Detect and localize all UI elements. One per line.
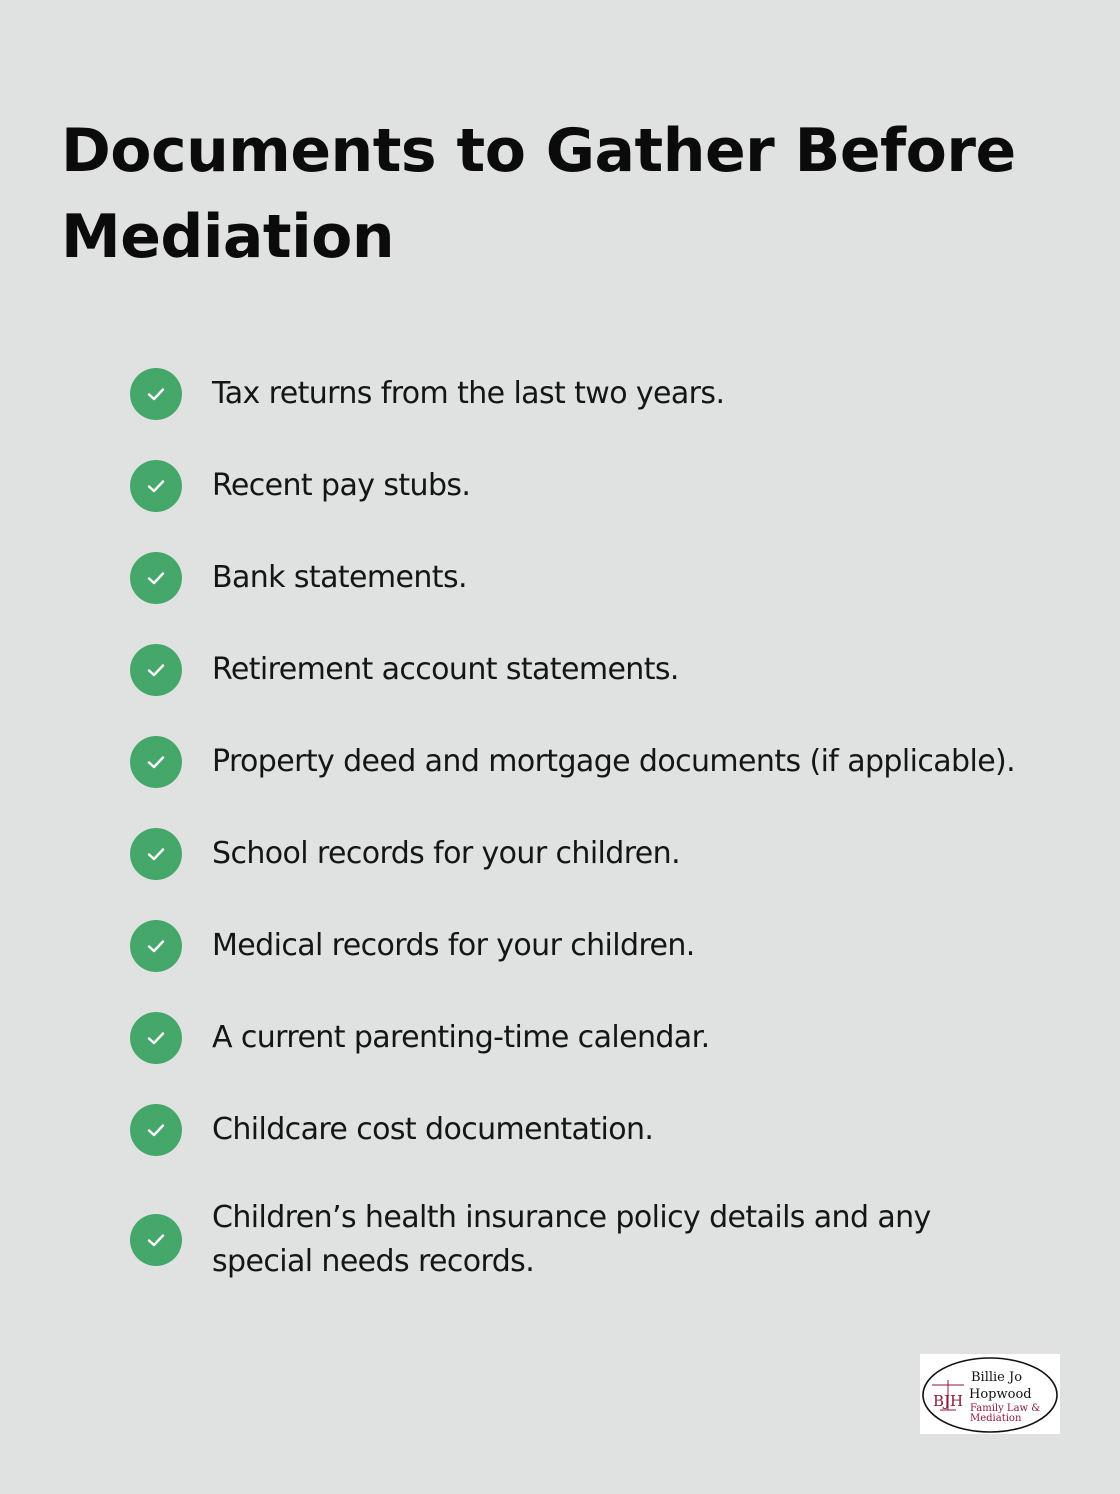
- logo-tagline-2: Mediation: [970, 1413, 1022, 1424]
- check-circle-icon: [130, 644, 182, 696]
- list-item-text: Bank statements.: [212, 560, 467, 595]
- list-item: [130, 716, 1070, 808]
- document-checklist: [130, 348, 1070, 1304]
- list-item: [130, 348, 1070, 440]
- check-circle-icon: [130, 1104, 182, 1156]
- list-item-text: Tax returns from the last two years.: [212, 376, 725, 411]
- check-circle-icon: [130, 1214, 182, 1266]
- list-item: [130, 1176, 1070, 1304]
- list-item: [130, 1084, 1070, 1176]
- check-circle-icon: [130, 736, 182, 788]
- logo-name-last: Hopwood: [969, 1387, 1032, 1402]
- check-circle-icon: [130, 920, 182, 972]
- list-item: [130, 900, 1070, 992]
- check-circle-icon: [130, 552, 182, 604]
- list-item: [130, 532, 1070, 624]
- page-title: Documents to Gather Before Mediation: [61, 116, 1016, 272]
- list-item: [130, 440, 1070, 532]
- list-item-text: Children’s health insurance policy details and any special needs records.: [212, 1200, 931, 1279]
- list-item: [130, 992, 1070, 1084]
- list-item-text: Property deed and mortgage documents (if applicable).: [212, 744, 1016, 779]
- list-item-text: Medical records for your children.: [212, 928, 695, 963]
- logo-tagline-1: Family Law &: [970, 1403, 1041, 1414]
- list-item-text: Recent pay stubs.: [212, 468, 471, 503]
- check-circle-icon: [130, 368, 182, 420]
- list-item-text: Childcare cost documentation.: [212, 1112, 654, 1147]
- check-circle-icon: [130, 828, 182, 880]
- check-circle-icon: [130, 1012, 182, 1064]
- list-item-text: School records for your children.: [212, 836, 681, 871]
- logo-name-first: Billie Jo: [971, 1370, 1023, 1385]
- list-item: [130, 808, 1070, 900]
- firm-logo: [920, 1354, 1060, 1434]
- check-circle-icon: [130, 460, 182, 512]
- list-item-text: Retirement account statements.: [212, 652, 679, 687]
- logo-monogram: BJH: [932, 1392, 964, 1410]
- list-item-text: A current parenting-time calendar.: [212, 1020, 710, 1055]
- list-item: [130, 624, 1070, 716]
